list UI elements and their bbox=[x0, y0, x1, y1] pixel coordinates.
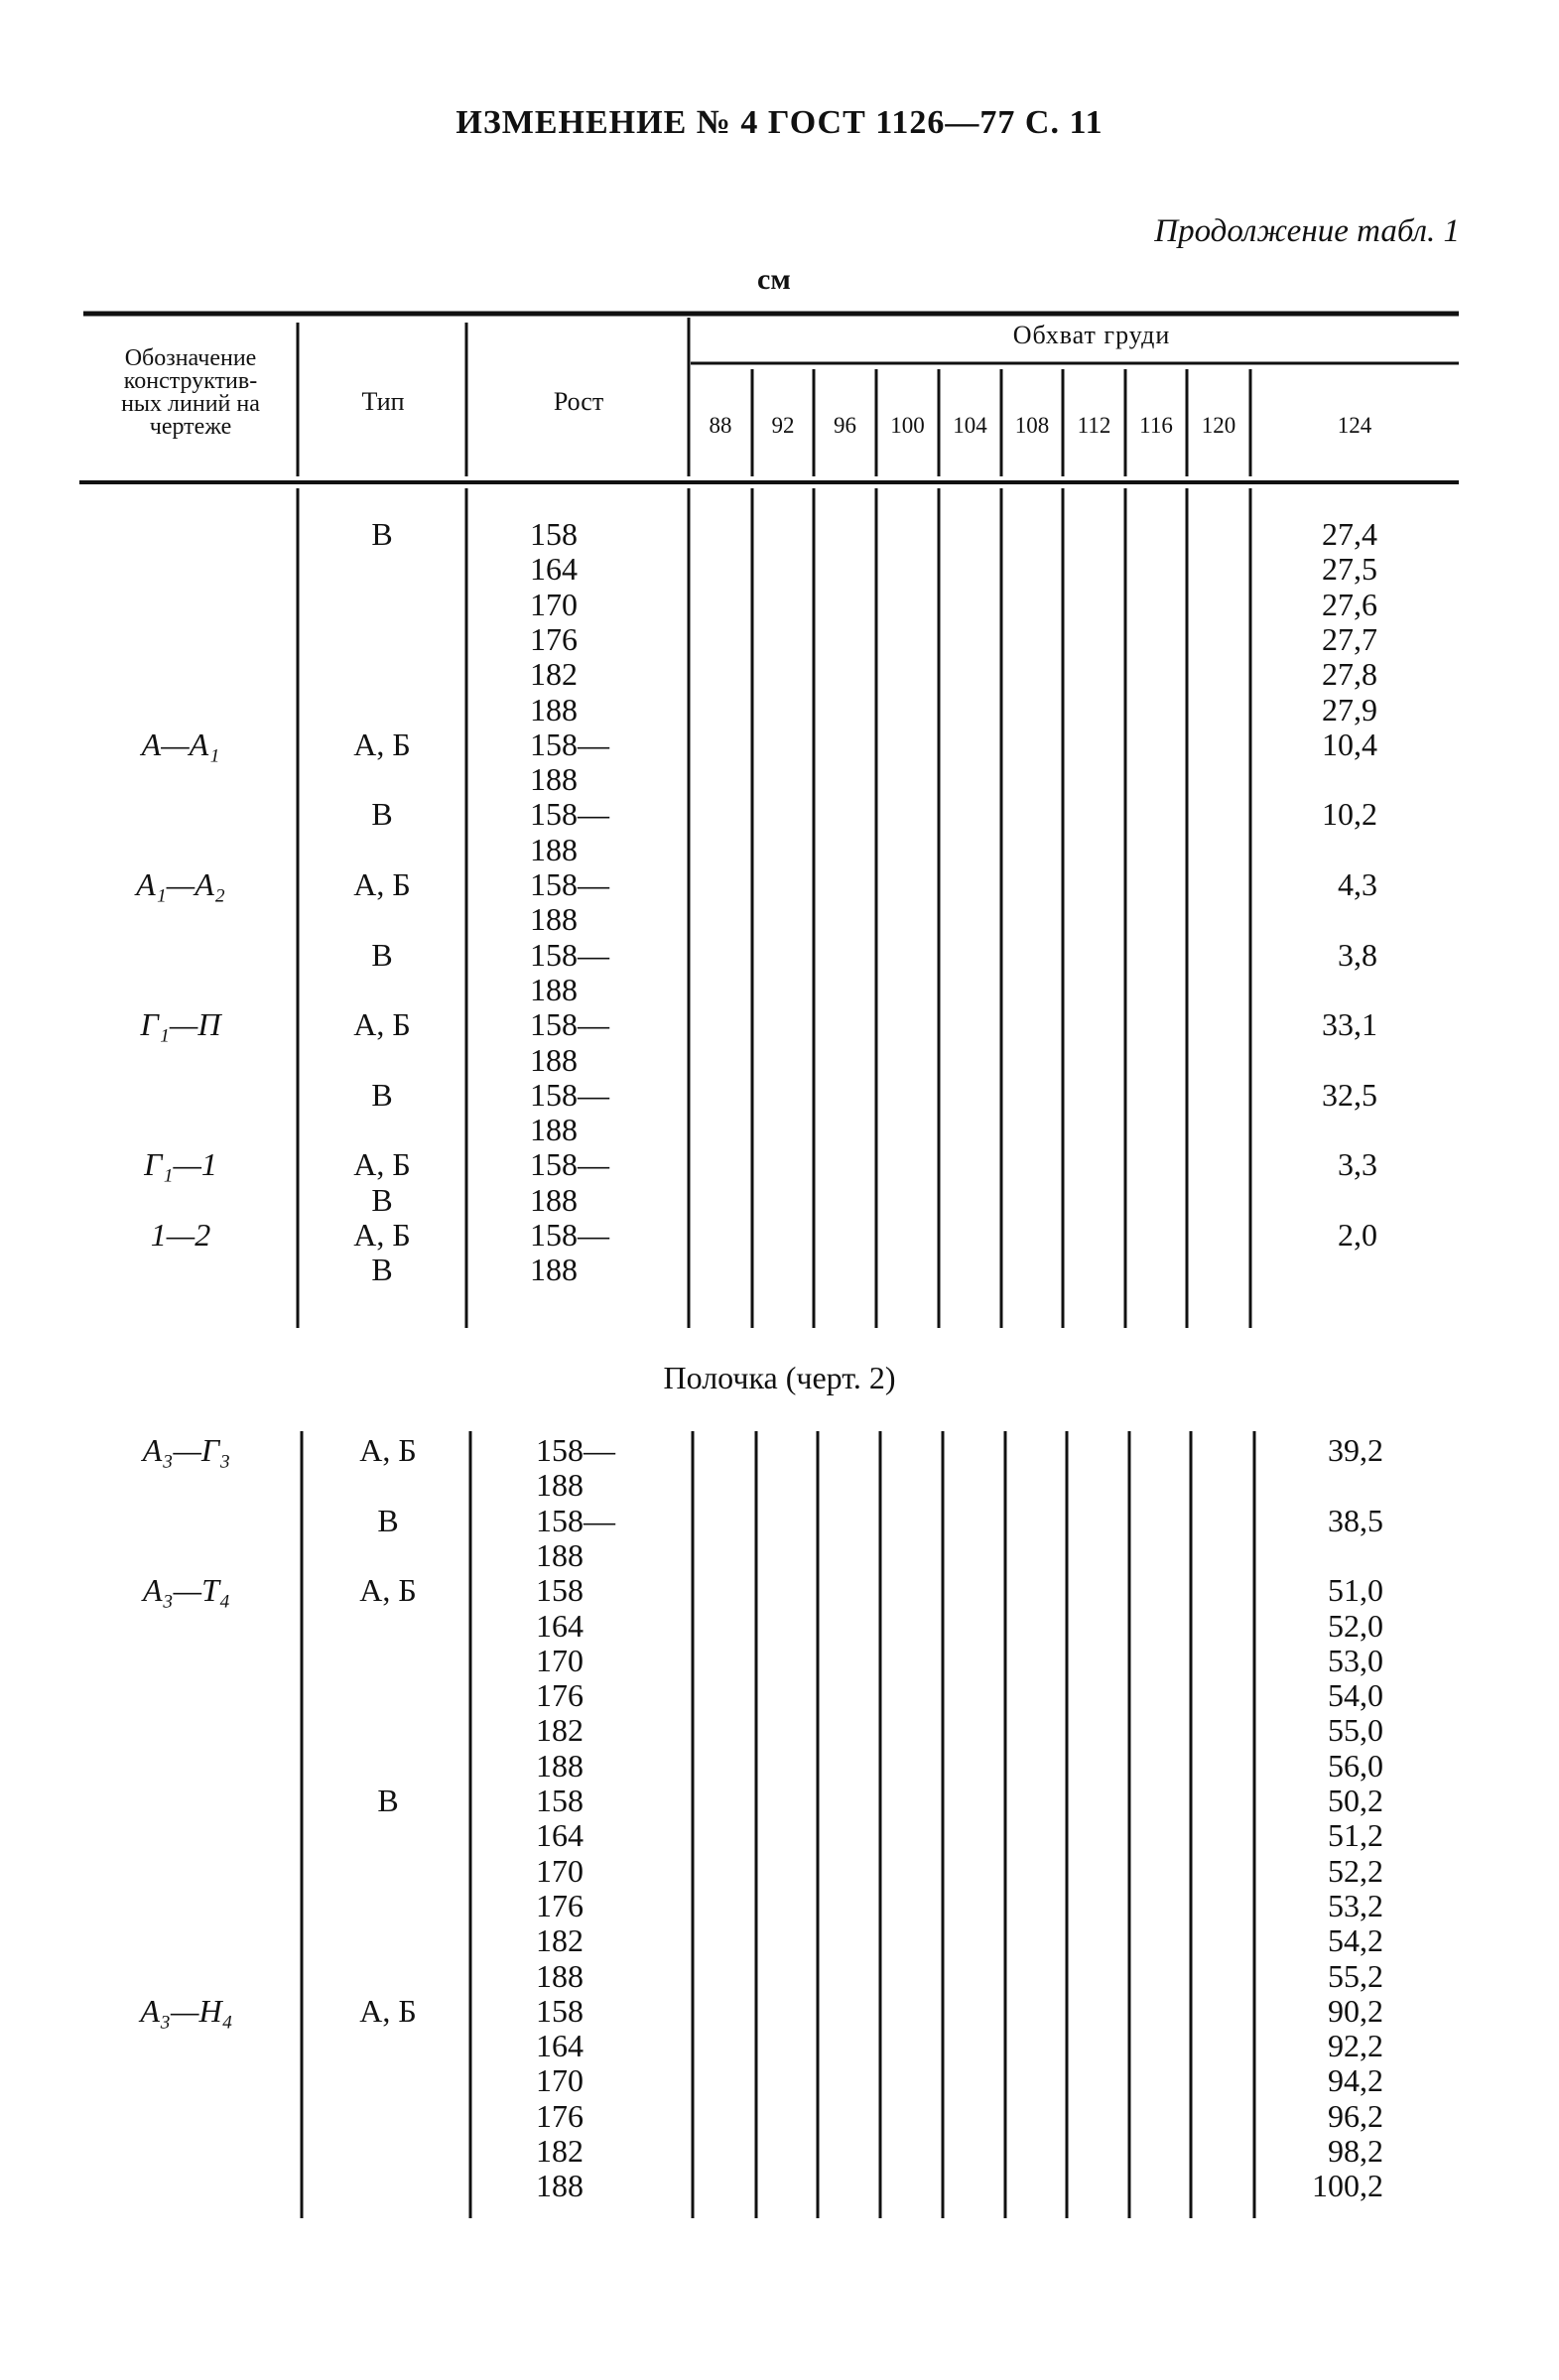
chest-size-header: 88 bbox=[709, 413, 732, 438]
measurement-value: 56,0 bbox=[1328, 1747, 1383, 1784]
garment-type: А, Б bbox=[359, 1572, 417, 1609]
measurement-value: 27,7 bbox=[1322, 620, 1377, 657]
chest-size-header: 100 bbox=[890, 413, 925, 438]
height-value: 176 bbox=[536, 1887, 584, 1923]
garment-type: В bbox=[371, 1181, 393, 1218]
measurement-value: 94,2 bbox=[1328, 2062, 1383, 2099]
height-value: 182 bbox=[536, 1712, 584, 1749]
height-value: 158— bbox=[536, 1502, 615, 1538]
garment-type: А, Б bbox=[353, 1217, 411, 1253]
measurement-value: 4,3 bbox=[1338, 866, 1377, 902]
measurement-value: 3,8 bbox=[1338, 936, 1377, 973]
height-header: Рост bbox=[553, 387, 604, 416]
garment-type: В bbox=[377, 1502, 399, 1538]
measurement-value: 54,2 bbox=[1328, 1922, 1383, 1959]
measurement-value: 96,2 bbox=[1328, 2097, 1383, 2134]
chest-size-header: 116 bbox=[1139, 413, 1173, 438]
garment-type: В bbox=[371, 1252, 393, 1288]
height-value: 158 bbox=[536, 1992, 584, 2029]
height-value: 158— bbox=[536, 1432, 615, 1468]
height-value: 170 bbox=[536, 1642, 584, 1678]
garment-type: В bbox=[371, 1076, 393, 1113]
chest-size-header: 104 bbox=[953, 413, 987, 438]
height-value: 158— bbox=[530, 1217, 609, 1253]
chest-size-header: 124 bbox=[1337, 413, 1372, 438]
height-value: 158 bbox=[530, 516, 578, 552]
measurement-value: 92,2 bbox=[1328, 2028, 1383, 2064]
height-value: 176 bbox=[536, 1677, 584, 1714]
line-designation: А₃—Г₃ bbox=[142, 1432, 231, 1468]
garment-type: В bbox=[371, 796, 393, 833]
height-value: 188 bbox=[530, 1181, 578, 1218]
height-value: 170 bbox=[536, 1852, 584, 1889]
height-value: 188 bbox=[530, 1112, 578, 1148]
measurement-value: 27,9 bbox=[1322, 691, 1377, 727]
height-value: 188 bbox=[536, 1747, 584, 1784]
height-value: 158— bbox=[530, 1006, 609, 1043]
measurement-value: 3,3 bbox=[1338, 1146, 1377, 1183]
height-value: 182 bbox=[530, 656, 578, 693]
measurement-value: 52,2 bbox=[1328, 1852, 1383, 1889]
height-value: 188 bbox=[536, 1536, 584, 1573]
height-value: 188 bbox=[530, 1252, 578, 1288]
height-value: 188 bbox=[536, 2168, 584, 2204]
height-value: 188 bbox=[530, 831, 578, 867]
garment-type: А, Б bbox=[353, 1146, 411, 1183]
height-value: 164 bbox=[536, 1607, 584, 1644]
designation-header-line: Обозначение bbox=[124, 345, 257, 371]
measurement-value: 51,2 bbox=[1328, 1817, 1383, 1854]
designation-header-line: ных линий на bbox=[121, 391, 260, 417]
line-designation: А—А₁ bbox=[141, 726, 220, 762]
height-value: 188 bbox=[530, 901, 578, 938]
garment-type: В bbox=[371, 516, 393, 552]
height-value: 188 bbox=[536, 1467, 584, 1504]
height-value: 170 bbox=[530, 586, 578, 622]
height-value: 158— bbox=[530, 796, 609, 833]
line-designation: Г₁—1 bbox=[144, 1146, 217, 1183]
line-designation: 1—2 bbox=[150, 1217, 211, 1253]
section-title: Полочка (черт. 2) bbox=[663, 1360, 896, 1395]
measurement-value: 53,0 bbox=[1328, 1642, 1383, 1678]
measurement-value: 33,1 bbox=[1322, 1006, 1377, 1043]
designation-header bbox=[83, 347, 298, 439]
measurement-value: 38,5 bbox=[1328, 1502, 1383, 1538]
chest-size-header: 92 bbox=[771, 413, 795, 438]
unit-label: см bbox=[757, 263, 791, 296]
height-value: 182 bbox=[536, 2133, 584, 2169]
line-designation: Г₁—П bbox=[140, 1006, 221, 1043]
designation-header-line: конструктив- bbox=[123, 368, 258, 394]
measurement-value: 27,5 bbox=[1322, 551, 1377, 588]
measurement-value: 39,2 bbox=[1328, 1432, 1383, 1468]
height-value: 164 bbox=[530, 551, 578, 588]
garment-type: В bbox=[371, 936, 393, 973]
height-value: 188 bbox=[530, 1041, 578, 1078]
measurement-value: 55,0 bbox=[1328, 1712, 1383, 1749]
measurement-value: 32,5 bbox=[1322, 1076, 1377, 1113]
chest-size-header: 96 bbox=[834, 413, 856, 438]
garment-type: А, Б bbox=[353, 726, 411, 762]
line-designation: А₁—А₂ bbox=[136, 866, 225, 902]
chest-size-header: 120 bbox=[1201, 413, 1236, 438]
chest-size-header: 112 bbox=[1077, 413, 1111, 438]
chest-girth-header: Обхват груди bbox=[1012, 321, 1171, 349]
measurement-value: 98,2 bbox=[1328, 2133, 1383, 2169]
measurement-value: 50,2 bbox=[1328, 1783, 1383, 1818]
height-value: 188 bbox=[530, 691, 578, 727]
height-value: 188 bbox=[530, 761, 578, 798]
height-value: 170 bbox=[536, 2062, 584, 2099]
height-value: 158— bbox=[530, 726, 609, 762]
height-value: 164 bbox=[536, 2028, 584, 2064]
line-designation: А₃—Н₄ bbox=[140, 1992, 233, 2029]
measurement-value: 51,0 bbox=[1328, 1572, 1383, 1609]
measurement-value: 27,4 bbox=[1322, 516, 1377, 552]
height-value: 176 bbox=[530, 620, 578, 657]
measurement-value: 27,8 bbox=[1322, 656, 1377, 693]
garment-type: А, Б bbox=[359, 1432, 417, 1468]
measurement-value: 10,4 bbox=[1322, 726, 1377, 762]
height-value: 182 bbox=[536, 1922, 584, 1959]
measurement-value: 52,0 bbox=[1328, 1607, 1383, 1644]
height-value: 188 bbox=[530, 971, 578, 1007]
garment-type: А, Б bbox=[359, 1992, 417, 2029]
height-value: 188 bbox=[536, 1957, 584, 1994]
line-designation: А₃—Т₄ bbox=[142, 1572, 231, 1609]
height-value: 176 bbox=[536, 2097, 584, 2134]
measurement-value: 27,6 bbox=[1322, 586, 1377, 622]
height-value: 158 bbox=[536, 1572, 584, 1609]
height-value: 158— bbox=[530, 936, 609, 973]
chest-size-header: 108 bbox=[1014, 413, 1050, 438]
measurement-value: 55,2 bbox=[1328, 1957, 1383, 1994]
height-value: 158— bbox=[530, 1146, 609, 1183]
measurement-value: 10,2 bbox=[1322, 796, 1377, 833]
height-value: 164 bbox=[536, 1817, 584, 1854]
measurement-value: 2,0 bbox=[1338, 1217, 1377, 1253]
designation-header-line: чертеже bbox=[149, 414, 232, 440]
garment-type: В bbox=[377, 1783, 399, 1818]
height-value: 158— bbox=[530, 1076, 609, 1113]
garment-type: А, Б bbox=[353, 1006, 411, 1043]
height-value: 158— bbox=[530, 866, 609, 902]
measurement-value: 90,2 bbox=[1328, 1992, 1383, 2029]
measurement-value: 54,0 bbox=[1328, 1677, 1383, 1714]
garment-type: А, Б bbox=[353, 866, 411, 902]
measurement-value: 53,2 bbox=[1328, 1887, 1383, 1923]
table-continuation-caption: Продолжение табл. 1 bbox=[1154, 213, 1460, 249]
page-title: ИЗМЕНЕНИЕ № 4 ГОСТ 1126—77 С. 11 bbox=[455, 104, 1104, 141]
height-value: 158 bbox=[536, 1783, 584, 1818]
type-header: Тип bbox=[361, 387, 405, 416]
measurement-value: 100,2 bbox=[1312, 2168, 1383, 2204]
